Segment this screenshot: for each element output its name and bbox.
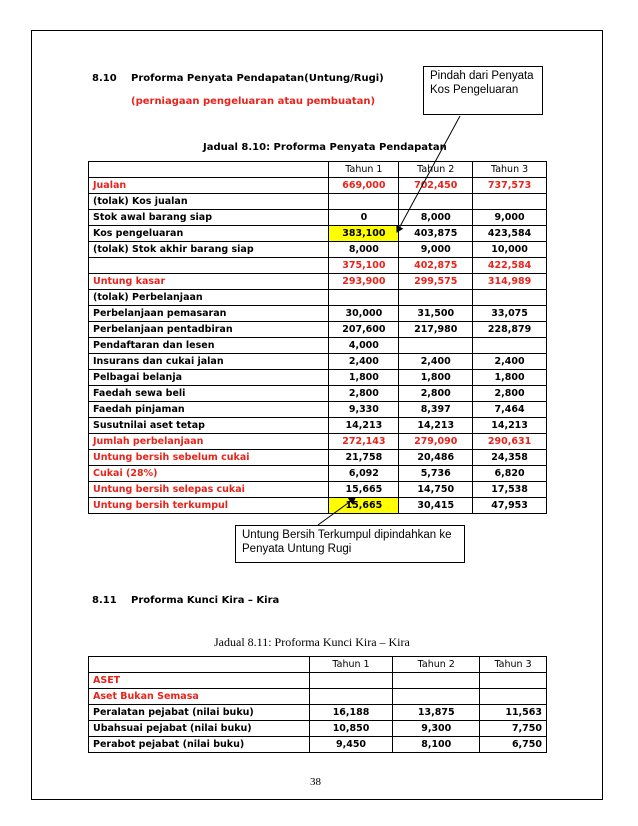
value-cell: 30,000 — [329, 306, 399, 322]
value-cell — [480, 689, 547, 705]
value-cell: 207,600 — [329, 322, 399, 338]
column-header: Tahun 3 — [473, 162, 547, 178]
value-cell: 6,092 — [329, 466, 399, 482]
value-cell: 299,575 — [399, 274, 473, 290]
value-cell: 403,875 — [399, 226, 473, 242]
value-cell: 16,188 — [309, 705, 393, 721]
row-label: Pelbagai belanja — [89, 370, 329, 386]
value-cell — [309, 689, 393, 705]
value-cell: 423,584 — [473, 226, 547, 242]
value-cell: 5,736 — [399, 466, 473, 482]
value-cell — [480, 673, 547, 689]
value-cell: 6,820 — [473, 466, 547, 482]
value-cell: 422,584 — [473, 258, 547, 274]
value-cell: 9,330 — [329, 402, 399, 418]
value-cell: 15,665 — [329, 498, 399, 514]
column-header: Tahun 2 — [399, 162, 473, 178]
value-cell: 6,750 — [480, 737, 547, 753]
value-cell: 8,397 — [399, 402, 473, 418]
value-cell: 8,000 — [329, 242, 399, 258]
value-cell: 279,090 — [399, 434, 473, 450]
value-cell: 9,450 — [309, 737, 393, 753]
value-cell: 4,000 — [329, 338, 399, 354]
value-cell: 8,000 — [399, 210, 473, 226]
section-title-8-10: Proforma Penyata Pendapatan(Untung/Rugi) — [131, 73, 384, 84]
row-label: (tolak) Kos jualan — [89, 194, 329, 210]
row-label: Untung bersih selepas cukai — [89, 482, 329, 498]
row-label: Faedah sewa beli — [89, 386, 329, 402]
value-cell: 669,000 — [329, 178, 399, 194]
value-cell: 10,000 — [473, 242, 547, 258]
value-cell: 383,100 — [329, 226, 399, 242]
balance-sheet-table — [88, 656, 547, 753]
value-cell: 314,989 — [473, 274, 547, 290]
value-cell: 20,486 — [399, 450, 473, 466]
row-label: (tolak) Perbelanjaan — [89, 290, 329, 306]
value-cell: 293,900 — [329, 274, 399, 290]
column-header: Tahun 3 — [480, 657, 547, 673]
section-number-8-10: 8.10 — [92, 73, 117, 84]
value-cell: 1,800 — [473, 370, 547, 386]
value-cell: 33,075 — [473, 306, 547, 322]
arrow-top — [397, 116, 460, 232]
row-label: Cukai (28%) — [89, 466, 329, 482]
value-cell: 7,750 — [480, 721, 547, 737]
row-label: Untung bersih terkumpul — [89, 498, 329, 514]
row-label: Perbelanjaan pentadbiran — [89, 322, 329, 338]
value-cell: 9,300 — [393, 721, 480, 737]
value-cell: 737,573 — [473, 178, 547, 194]
value-cell: 30,415 — [399, 498, 473, 514]
row-label: Jualan — [89, 178, 329, 194]
value-cell: 272,143 — [329, 434, 399, 450]
value-cell: 47,953 — [473, 498, 547, 514]
value-cell: 21,758 — [329, 450, 399, 466]
table-header-row — [89, 657, 547, 673]
table-row — [89, 689, 547, 705]
value-cell: 9,000 — [399, 242, 473, 258]
value-cell: 290,631 — [473, 434, 547, 450]
value-cell: 1,800 — [399, 370, 473, 386]
header-blank-cell — [89, 657, 310, 673]
row-label: Susutnilai aset tetap — [89, 418, 329, 434]
value-cell: 702,450 — [399, 178, 473, 194]
column-header: Tahun 1 — [309, 657, 393, 673]
value-cell: 24,358 — [473, 450, 547, 466]
row-label: Aset Bukan Semasa — [89, 689, 310, 705]
row-label: Peralatan pejabat (nilai buku) — [89, 705, 310, 721]
value-cell: 375,100 — [329, 258, 399, 274]
table-caption-8-11: Jadual 8.11: Proforma Kunci Kira – Kira — [214, 635, 410, 649]
value-cell: 0 — [329, 210, 399, 226]
value-cell: 1,800 — [329, 370, 399, 386]
section-number-8-11: 8.11 — [92, 595, 117, 606]
row-label: Untung bersih sebelum cukai — [89, 450, 329, 466]
row-label: Kos pengeluaran — [89, 226, 329, 242]
value-cell: 2,400 — [473, 354, 547, 370]
section-title-8-11: Proforma Kunci Kira – Kira — [131, 595, 280, 606]
row-label: Insurans dan cukai jalan — [89, 354, 329, 370]
value-cell — [393, 689, 480, 705]
table-row — [89, 721, 547, 737]
row-label: Faedah pinjaman — [89, 402, 329, 418]
value-cell: 228,879 — [473, 322, 547, 338]
row-label: Pendaftaran dan lesen — [89, 338, 329, 354]
row-label: Untung kasar — [89, 274, 329, 290]
value-cell: 10,850 — [309, 721, 393, 737]
table-caption-8-10: Jadual 8.10: Proforma Penyata Pendapatan — [203, 142, 447, 153]
arrow-bottom — [318, 498, 355, 525]
row-label: Stok awal barang siap — [89, 210, 329, 226]
page-number: 38 — [310, 776, 321, 788]
column-header: Tahun 2 — [393, 657, 480, 673]
row-label: Ubahsuai pejabat (nilai buku) — [89, 721, 310, 737]
value-cell: 17,538 — [473, 482, 547, 498]
value-cell: 14,213 — [399, 418, 473, 434]
value-cell: 13,875 — [393, 705, 480, 721]
callout-bottom: Untung Bersih Terkumpul dipindahkan ke Penyata Untung Rugi — [235, 525, 465, 563]
value-cell: 2,800 — [473, 386, 547, 402]
table-row — [89, 737, 547, 753]
row-label: Perbelanjaan pemasaran — [89, 306, 329, 322]
table-row — [89, 673, 547, 689]
value-cell: 2,400 — [399, 354, 473, 370]
value-cell: 31,500 — [399, 306, 473, 322]
value-cell: 2,800 — [399, 386, 473, 402]
table-row — [89, 705, 547, 721]
callout-top: Pindah dari Penyata Kos Pengeluaran — [423, 66, 543, 115]
value-cell: 2,800 — [329, 386, 399, 402]
value-cell — [309, 673, 393, 689]
column-header: Tahun 1 — [329, 162, 399, 178]
row-label: Jumlah perbelanjaan — [89, 434, 329, 450]
value-cell: 217,980 — [399, 322, 473, 338]
value-cell — [393, 673, 480, 689]
value-cell: 14,213 — [329, 418, 399, 434]
row-label: Perabot pejabat (nilai buku) — [89, 737, 310, 753]
section-subtitle-8-10: (perniagaan pengeluaran atau pembuatan) — [131, 96, 376, 107]
value-cell: 9,000 — [473, 210, 547, 226]
value-cell: 14,750 — [399, 482, 473, 498]
value-cell: 14,213 — [473, 418, 547, 434]
row-label: ASET — [89, 673, 310, 689]
value-cell: 402,875 — [399, 258, 473, 274]
row-label: (tolak) Stok akhir barang siap — [89, 242, 329, 258]
value-cell: 11,563 — [480, 705, 547, 721]
value-cell: 15,665 — [329, 482, 399, 498]
value-cell: 8,100 — [393, 737, 480, 753]
value-cell: 7,464 — [473, 402, 547, 418]
value-cell: 2,400 — [329, 354, 399, 370]
